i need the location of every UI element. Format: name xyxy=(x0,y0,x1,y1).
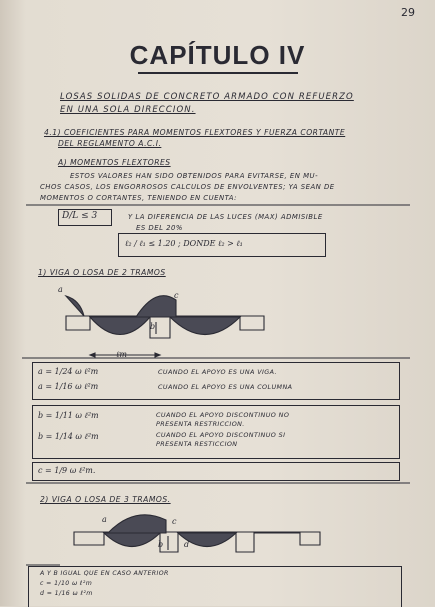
case1-t1-formula-1: a = 1/24 ω ℓ²m xyxy=(38,367,99,376)
page-number: 29 xyxy=(401,6,415,19)
case2-label-d: d xyxy=(184,540,190,549)
subsection-title-line-1: 4.1) COEFICIENTES PARA MOMENTOS FLEXTORES Y FUERZA CORTANTE xyxy=(44,128,346,137)
case2-label-b: b xyxy=(158,540,164,549)
section-title-line-2: EN UNA SOLA DIRECCION. xyxy=(60,105,196,115)
case1-t2-desc-2b: PRESENTA RESTICCION xyxy=(156,440,238,448)
case1-span-label: ℓm xyxy=(116,350,127,359)
case1-label-b: b xyxy=(150,322,156,331)
case1-t2-formula-2: b = 1/14 ω ℓ²m xyxy=(38,432,99,441)
case1-title: 1) VIGA O LOSA DE 2 TRAMOS xyxy=(38,268,166,277)
case1-c-formula: c = 1/9 ω ℓ²m. xyxy=(38,466,96,475)
case2-row-1: A Y B IGUAL QUE EN CASO ANTERIOR xyxy=(40,570,169,577)
case2-label-a: a xyxy=(102,515,107,524)
case2-row-3: d = 1/16 ω ℓ²m xyxy=(40,590,93,597)
case1-t2-desc-1b: PRESENTA RESTRICCION. xyxy=(156,420,245,428)
case1-label-a: a xyxy=(58,285,63,294)
chapter-title: CAPÍTULO IV xyxy=(129,40,306,70)
case1-t1-desc-1: CUANDO EL APOYO ES UNA VIGA. xyxy=(158,368,277,376)
case1-t1-desc-2: CUANDO EL APOYO ES UNA COLUMNA xyxy=(158,383,293,391)
case1-t1-formula-2: a = 1/16 ω ℓ²m xyxy=(38,382,99,391)
section-title-line-1: LOSAS SOLIDAS DE CONCRETO ARMADO CON REFUERZO xyxy=(60,92,354,102)
condition-formula: D/L ≤ 3 xyxy=(62,211,98,221)
item-a-heading: A) MOMENTOS FLEXTORES xyxy=(58,158,171,167)
case1-beam-diagram xyxy=(66,296,264,357)
ratio-formula: ℓ₂ / ℓ₁ ≤ 1.20 ; DONDE ℓ₂ > ℓ₁ xyxy=(125,239,243,248)
intro-line-1: ESTOS VALORES HAN SIDO OBTENIDOS PARA EVITARSE, EN MU- xyxy=(70,172,319,180)
intro-line-3: MOMENTOS O CORTANTES, TENIENDO EN CUENTA: xyxy=(40,194,237,202)
case2-row-2: c = 1/10 ω ℓ²m xyxy=(40,580,93,587)
case2-title: 2) VIGA O LOSA DE 3 TRAMOS. xyxy=(40,495,171,504)
condition-text-line-2: ES DEL 20% xyxy=(136,224,183,232)
subsection-title-line-2: DEL REGLAMENTO A.C.I. xyxy=(58,139,162,148)
intro-line-2: CHOS CASOS, LOS ENGORROSOS CALCULOS DE ENVOLVENTES; YA SEAN DE xyxy=(40,183,335,191)
case1-t2-desc-2a: CUANDO EL APOYO DISCONTINUO SI xyxy=(156,431,286,439)
condition-text-line-1: Y LA DIFERENCIA DE LAS LUCES (MAX) ADMISIBLE xyxy=(128,213,323,221)
case1-t2-formula-1: b = 1/11 ω ℓ²m xyxy=(38,411,99,420)
case1-t2-desc-1a: CUANDO EL APOYO DISCONTINUO NO xyxy=(156,411,290,419)
case2-beam-diagram xyxy=(26,515,320,565)
case2-label-c: c xyxy=(172,517,177,526)
case1-label-c: c xyxy=(174,291,179,300)
